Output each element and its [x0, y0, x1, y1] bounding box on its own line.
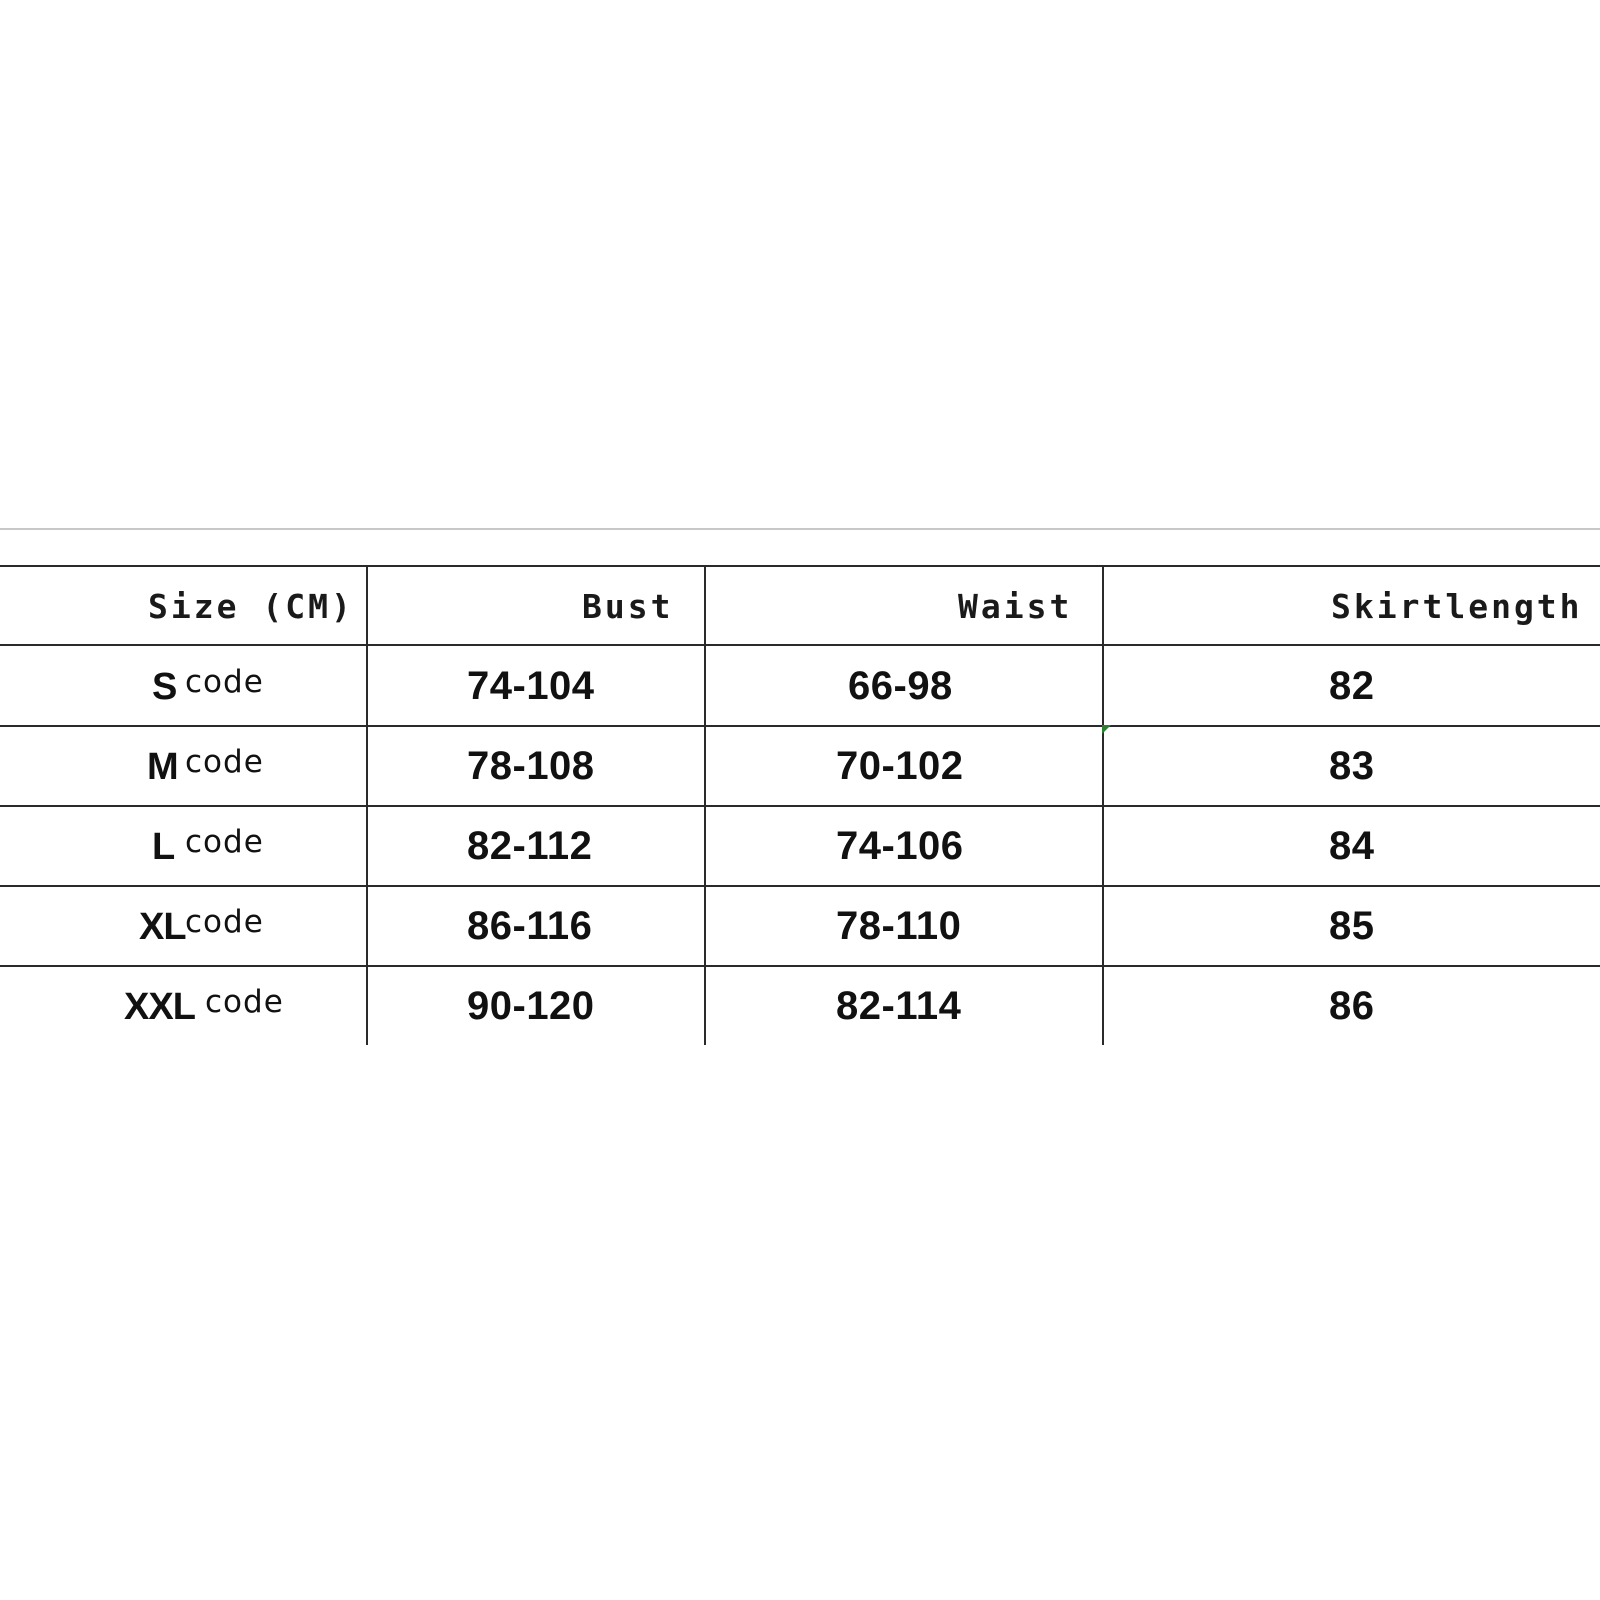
waist-value: 66-98 — [848, 664, 953, 708]
skirt-length-value: 86 — [1329, 984, 1375, 1028]
size-chart-table — [0, 565, 1600, 1045]
size-code-label: code — [205, 984, 284, 1020]
size-code-label: code — [185, 744, 264, 780]
waist-value: 70-102 — [836, 744, 964, 788]
column-divider — [704, 565, 706, 1045]
bust-value: 74-104 — [467, 664, 595, 708]
skirt-length-value: 84 — [1329, 824, 1375, 868]
top-divider — [0, 528, 1600, 530]
bust-value: 86-116 — [467, 904, 593, 948]
size-label: M — [147, 746, 178, 788]
table-border-top — [0, 565, 1600, 567]
row-divider — [0, 725, 1600, 727]
waist-value: 82-114 — [836, 984, 962, 1028]
size-label: S — [152, 666, 177, 708]
header-skirt-length: Skirtlength — [1331, 587, 1583, 626]
column-divider — [366, 565, 368, 1045]
size-label: XXL — [124, 986, 195, 1028]
header-size: Size (CM) — [148, 587, 354, 626]
header-divider — [0, 644, 1600, 646]
bust-value: 82-112 — [467, 824, 593, 868]
skirt-length-value: 83 — [1329, 744, 1375, 788]
size-code-label: code — [185, 904, 264, 940]
column-divider — [1102, 565, 1104, 1045]
row-divider — [0, 885, 1600, 887]
size-code-label: code — [185, 664, 264, 700]
skirt-length-value: 85 — [1329, 904, 1375, 948]
size-label: L — [152, 826, 175, 868]
waist-value: 78-110 — [836, 904, 962, 948]
row-divider — [0, 965, 1600, 967]
bust-value: 78-108 — [467, 744, 595, 788]
header-waist: Waist — [958, 587, 1073, 626]
waist-value: 74-106 — [836, 824, 964, 868]
bust-value: 90-120 — [467, 984, 595, 1028]
row-divider — [0, 805, 1600, 807]
header-bust: Bust — [582, 587, 674, 626]
skirt-length-value: 82 — [1329, 664, 1375, 708]
cell-marker — [1102, 725, 1111, 734]
size-code-label: code — [185, 824, 264, 860]
size-label: XL — [139, 906, 186, 948]
